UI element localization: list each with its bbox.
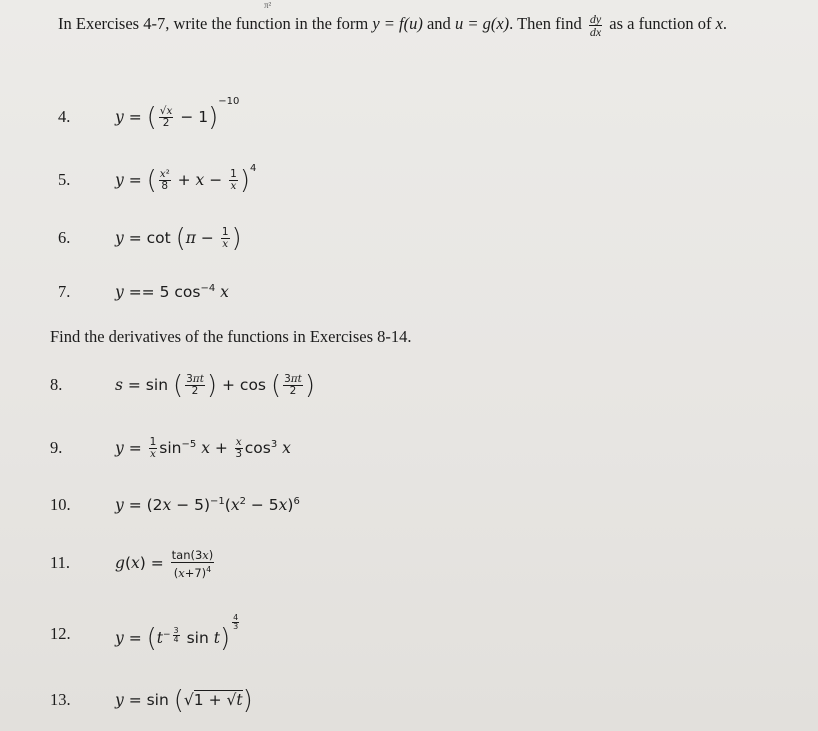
exercise-number: 9. xyxy=(50,438,63,457)
exercise-number: 8. xyxy=(50,375,63,394)
top-mark: π² xyxy=(264,0,272,10)
form-y-fu: y = f(u) xyxy=(372,14,423,33)
exercise-equation: $y = (t^{- \frac{3}{4}}$ sin t) $^{\frac{4}{3}}$ xyxy=(115,613,239,654)
exercise-9 xyxy=(0,428,818,468)
exercise-number: 5. xyxy=(58,170,71,189)
exercise-equation: y == 5 $\cos^{-4} x$ xyxy=(115,282,229,301)
exercise-4 xyxy=(0,97,818,137)
exercise-equation: y = cot (π − $\frac{1}{x}$ ) xyxy=(115,223,242,254)
exercise-number: 6. xyxy=(58,228,71,247)
exercise-instructions: In Exercises 4-7, write the function in the form y = f(u) and u = g(x). Then find $\frac{dy}{dx}$ as a function of x. xyxy=(58,11,728,39)
exercise-number: 7. xyxy=(58,282,71,301)
exercise-equation: $y = (2x - 5)^{-1}(x^2 - 5x)^6$ xyxy=(115,495,300,514)
exercise-13 xyxy=(0,680,818,720)
exercise-equation: y = sin (√1 + √t) xyxy=(115,685,253,716)
exercise-number: 12. xyxy=(50,624,71,643)
exercise-equation: s = sin ( $\frac{3\pi t}{2}$ ) + cos ( $\frac{3\pi t}{2}$ ) xyxy=(115,370,316,401)
exercise-11 xyxy=(0,543,818,583)
exercise-5 xyxy=(0,160,818,200)
exercise-equation: g(x) = $\frac{\tan(3x)}{(x+7)^4}$ xyxy=(115,547,214,580)
exercise-10 xyxy=(0,485,818,525)
exercise-12 xyxy=(0,614,818,654)
exercise-number: 10. xyxy=(50,495,71,514)
exercise-equation: y = ( $\frac{\text{x²}}{8}$ + x − $\frac{1}{x}$ )$^4$ xyxy=(115,163,257,196)
exercise-number: 4. xyxy=(58,107,71,126)
exercise-6 xyxy=(0,218,818,258)
exercise-number: 13. xyxy=(50,690,71,709)
dy-dx-fraction: $\frac{dy}{dx}$ xyxy=(589,11,602,39)
exercise-equation: y = $\frac{1}{x}$ $\sin^{-5} x$ + $\frac{x}{3}$ $\cos^3 x$ xyxy=(115,436,291,460)
exercise-7 xyxy=(0,272,818,312)
exercise-8 xyxy=(0,365,818,405)
form-u-gx: u = g(x) xyxy=(454,14,510,33)
section-heading: Find the derivatives of the functions in Exercises 8-14. xyxy=(50,327,412,346)
exercise-number: 11. xyxy=(50,553,71,572)
exercise-equation: y = ( $\frac{√x}{2}$ − 1)$^{-10}$ xyxy=(115,96,240,133)
